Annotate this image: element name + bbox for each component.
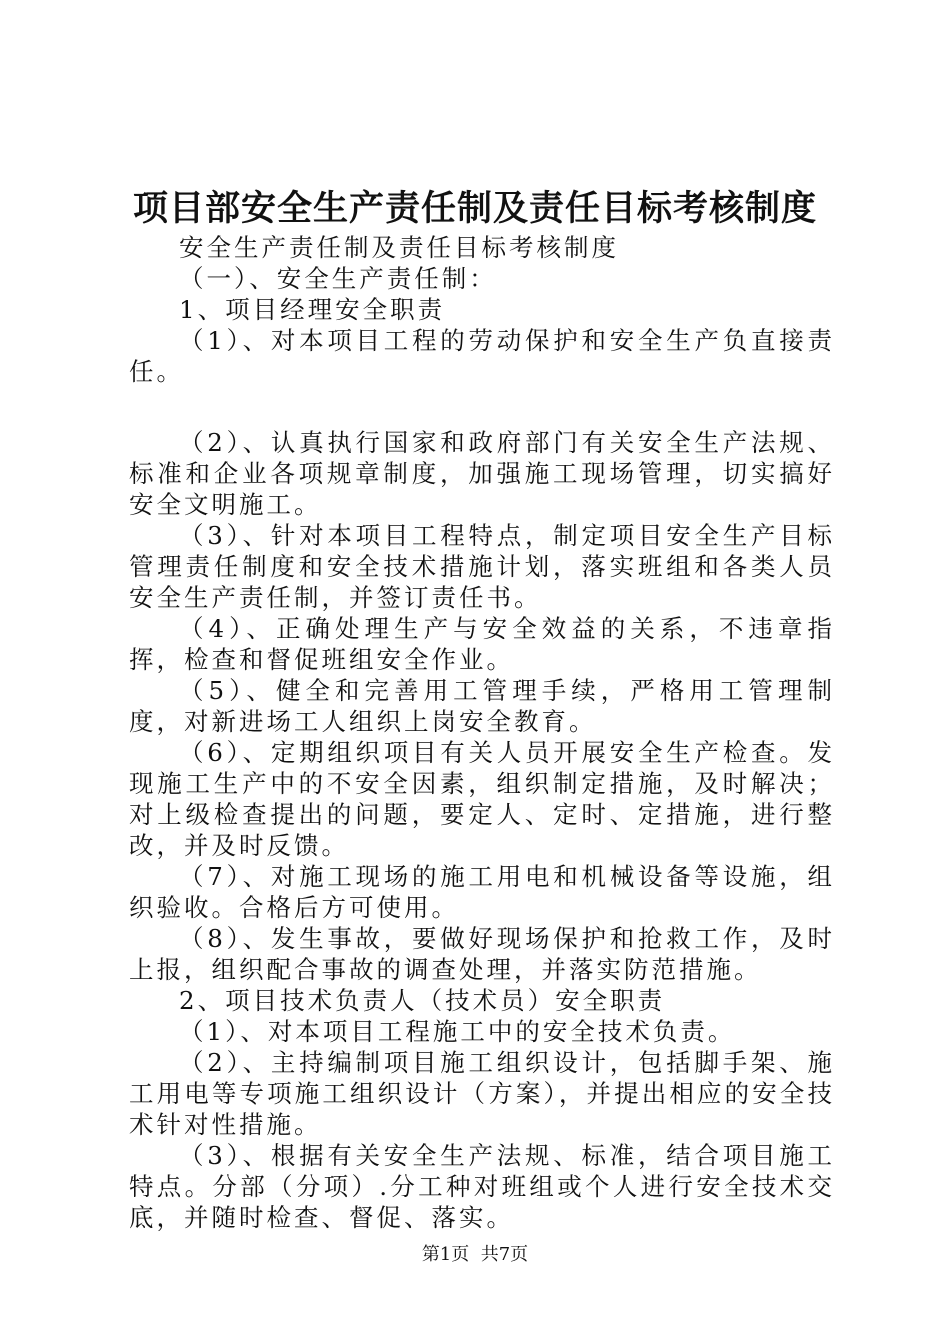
paragraph: （5）、健全和完善用工管理手续，严格用工管理制度，对新进场工人组织上岗安全教育。 xyxy=(129,676,835,736)
paragraph: （2）、主持编制项目施工组织设计，包括脚手架、施工用电等专项施工组织设计（方案），并提出相应的安全技术针对性措施。 xyxy=(129,1048,835,1139)
paragraph: （7）、对施工现场的施工用电和机械设备等设施，组织验收。合格后方可使用。 xyxy=(129,862,835,922)
paragraph-item-heading: 2、项目技术负责人（技术员）安全职责 xyxy=(179,986,666,1015)
paragraph-section-heading: （一）、安全生产责任制： xyxy=(179,264,497,293)
paragraph: （4）、正确处理生产与安全效益的关系，不违章指挥，检查和督促班组安全作业。 xyxy=(129,614,835,674)
paragraph: （1）、对本项目工程施工中的安全技术负责。 xyxy=(179,1017,736,1046)
document-title: 项目部安全生产责任制及责任目标考核制度 xyxy=(132,188,817,229)
page-footer: 第1页 共7页 xyxy=(421,1244,529,1265)
paragraph: （3）、根据有关安全生产法规、标准，结合项目施工特点。分部（分项）.分工种对班组或个人进行安全技术交底，并随时检查、督促、落实。 xyxy=(129,1141,835,1232)
paragraph: （8）、发生事故，要做好现场保护和抢救工作，及时上报，组织配合事故的调查处理，并落实防范措施。 xyxy=(129,924,835,984)
document-body xyxy=(129,232,835,1233)
paragraph: （2）、认真执行国家和政府部门有关安全生产法规、标准和企业各项规章制度，加强施工现场管理，切实搞好安全文明施工。 xyxy=(129,428,835,519)
paragraph-item-heading: 1、项目经理安全职责 xyxy=(179,295,446,324)
paragraph: （6）、定期组织项目有关人员开展安全生产检查。发现施工生产中的不安全因素，组织制定措施，及时解决；对上级检查提出的问题，要定人、定时、定措施，进行整改，并及时反馈。 xyxy=(129,738,835,860)
paragraph-subtitle: 安全生产责任制及责任目标考核制度 xyxy=(179,233,619,262)
paragraph: （1）、对本项目工程的劳动保护和安全生产负直接责任。 xyxy=(129,326,835,386)
paragraph: （3）、针对本项目工程特点，制定项目安全生产目标管理责任制度和安全技术措施计划，落实班组和各类人员安全生产责任制，并签订责任书。 xyxy=(129,521,835,612)
